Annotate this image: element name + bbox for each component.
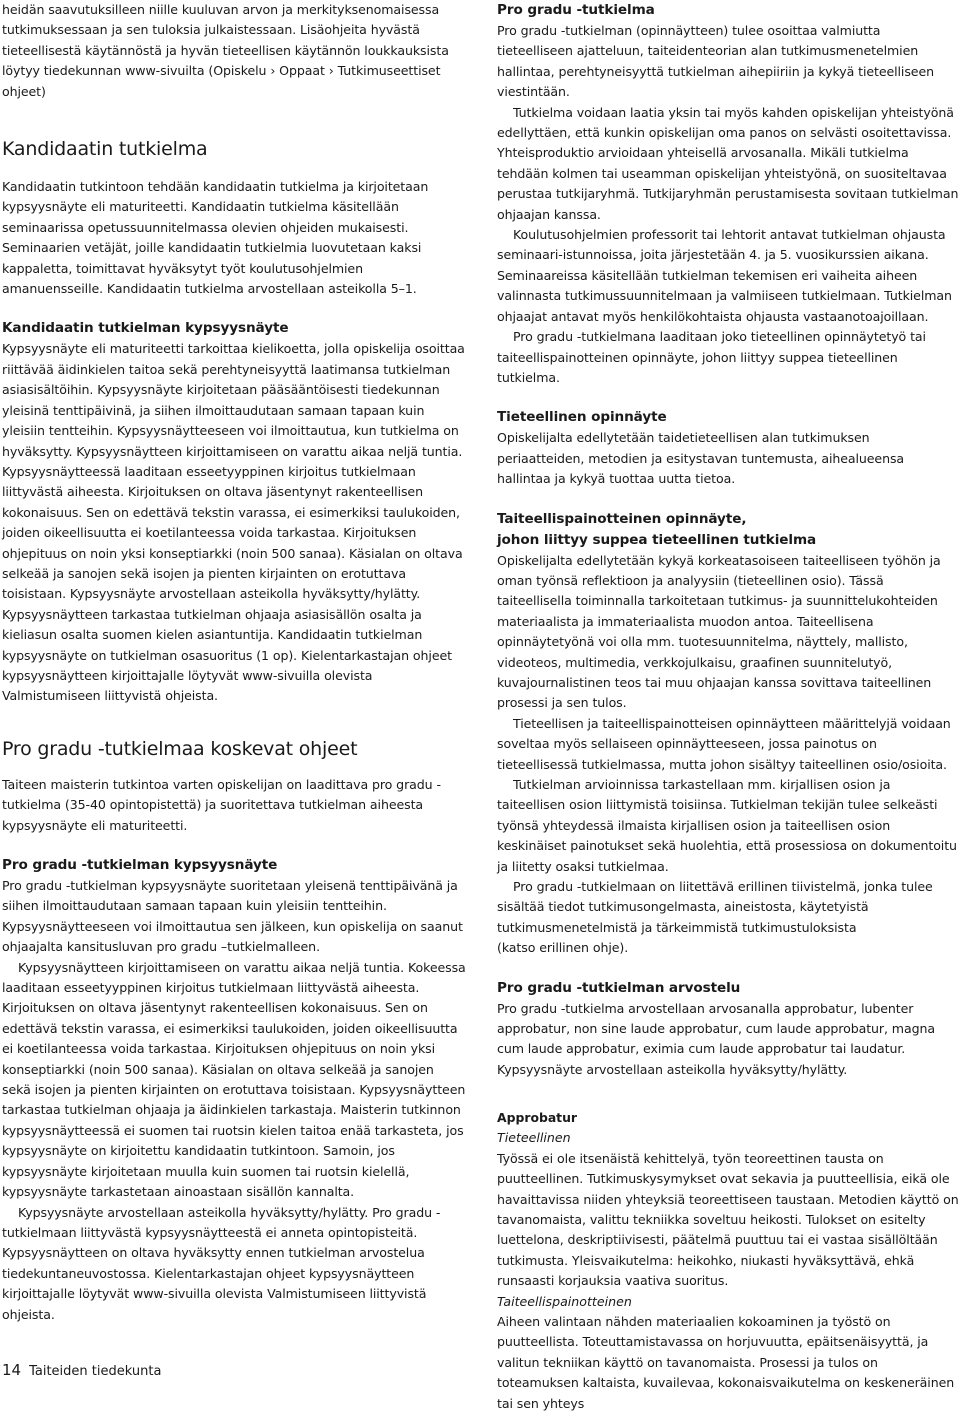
approbatur-heading: Approbatur bbox=[497, 1110, 578, 1126]
kypsyys-paragraph: Kypsyysnäyte eli maturiteetti tarkoittaa kielikoetta, jolla opiskelija osoittaa riittävää äidinkielen taitoa sekä perehtyneisyyttä laatimansa tutkielman asiasisältöihin. Kypsyysnäyte kirjoitetaan pääsääntöisesti tiedekunnan yleisinä tenttipäivinä, ja siihen ilmoittaudutaan samaan tapaan kuin yleisiin tentteihin. Kypsyysnäytteeseen voi ilmoittautua, kun tutkielma on hyväksytty. Kypsyysnäytteen kirjoittamiseen on varattu aikaa neljä tuntia. Kypsyysnäytteessä laaditaan esseetyyppinen kirjoitus tutkielmaan liittyvästä aiheesta. Kirjoituksen on oltava jäsentynyt rakenteellisen kokonaisuus. Sen on edettävä tekstin varassa, ei esimerkiksi taulukoiden, joiden oikeellisuutta ei koetilanteessa voida tarkastaa. Kirjoituksen ohjepituus on noin yksi konseptiarkki (noin 500 sanaa). Käsialan on oltava selkeää ja sanojen sekä isojen ja pienten kirjainten on erotuttava toisistaan. Kypsyysnäyte arvostellaan asteikolla hyväksytty/hylätty. Kypsyysnäytteen tarkastaa tutkielman ohjaaja asiasisällön osalta ja kieliasun osalta suomen kielen asiantuntija. Kandidaatin tutkielman kypsyysnäyte on tutkielman osasuoritus (1 op). Kielentarkastajan ohjeet kypsyysnäytteen kirjoittajalle löytyvät www-sivuilla olevista Valmistumiseen liittyvistä ohjeista. bbox=[2, 341, 465, 704]
pg-kypsyys-paragraph-2: Kypsyysnäytteen kirjoittamiseen on varattu aikaa neljä tuntia. Kokeessa laaditaan esseetyyppinen kirjoitus tutkielmaan liittyvästä aiheesta. Kirjoituksen on oltava jäsentynyt rakenteellisen kokonaisuus. Sen on edettävä tekstin varassa, ei esimerkiksi taulukoiden, joiden oikeellisuutta ei koetilanteessa voida tarkastaa. Kirjoituksen ohjepituus on noin yksi konseptiarkki (noin 500 sanaa). Käsialan on oltava selkeää ja sanojen sekä isojen ja pienten kirjainten on erotuttava toisistaan. Kypsyysnäytteen tarkastaa tutkielman ohjaaja ja äidinkielen tarkastaja. Maisterin tutkinnon kypsyysnäytteessä ei suomen tai ruotsin kielen taitoa enää tarkasteta, jos kypsyysnäyte on kirjoitettu kandidaatin tutkintoon. Samoin, jos kypsyysnäyte kirjoitetaan muulla kuin suomen tai ruotsin kielellä, kypsyysnäyte tarkastetaan ainoastaan sisällön kannalta. bbox=[2, 959, 466, 1200]
publication-name: Taiteiden tiedekunta bbox=[29, 1364, 162, 1379]
pg-paragraph-1: Pro gradu -tutkielman (opinnäytteen) tulee osoittaa valmiutta tieteelliseen ajatteluun, taiteidenteorian alan tutkimusmenetelmien hallintaa, perehtyneisyyttä tutkielman aihepiiriin ja kykyä tieteelliseen viestintään. bbox=[497, 23, 934, 100]
arvostelu-paragraph: Pro gradu -tutkielma arvostellaan arvosanalla approbatur, lubenter approbatur, non sine laude approbatur, cum laude approbatur, magna cum laude approbatur, eximia cum laude approbatur tai laudatur. Kypsyysnäyte arvostellaan asteikolla hyväksytty/hylätty. bbox=[497, 1000, 935, 1077]
taiteellis-paragraph-1: Opiskelijalta edellytetään kykyä korkeatasoiseen taiteelliseen työhön ja oman työnsä reflektioon ja analyysiin (tieteellinen osio). Tässä taiteellisella toiminnalla tarkoitetaan tutkimus- ja suunnittelukohteiden materiaalista ja immateriaalista muodon antoa. Taiteellisena opinnäytetyönä voi olla mm. tuotesuunnitelma, näyttely, mallisto, videoteos, multimedia, verkkojulkaisu, graafinen suunnitelutyö, kuvajournalistinen teos tai muu ohjaajan kanssa sovittava taiteellinen prosessi ja sen tulos. bbox=[497, 552, 941, 711]
arvostelu-heading: Pro gradu -tutkielman arvostelu bbox=[497, 979, 741, 996]
progradu-ohjeet-paragraph: Taiteen maisterin tutkintoa varten opiskelijan on laadittava pro gradu -tutkielma (35-40 opintopistettä) ja suoritettava tutkielman aiheesta kypsyysnäyte eli maturiteetti. bbox=[2, 776, 441, 833]
tieteellinen-heading: Tieteellinen opinnäyte bbox=[497, 409, 667, 426]
left-column bbox=[2, 0, 466, 1325]
tieteellinen-paragraph: Opiskelijalta edellytetään taidetieteellisen alan tutkimuksen periaatteiden, metodien ja esitystavan tuntemusta, aihealueensa hallintaa ja kykyä tuottaa uutta tietoa. bbox=[497, 430, 905, 487]
approbatur-taiteellis-paragraph: Aiheen valintaan nähden materiaalien kokoaminen ja työstö on puutteellista. Toteuttamistavassa on horjuvuutta, epäitsenäisyyttä, ja valitun tekniikan käyttö on tavanomaista. Prosessi ja tulos on toteamuksen kaltaista, kuvailevaa, kokonaisvaikutelma on keskeneräinen tai sen yhteys bbox=[497, 1313, 955, 1411]
pg-kypsyys-heading: Pro gradu -tutkielman kypsyysnäyte bbox=[2, 857, 278, 873]
pg-kypsyys-paragraph-1: Pro gradu -tutkielman kypsyysnäyte suoritetaan yleisenä tenttipäivänä ja siihen ilmoittaudutaan samaan tapaan kuin yleisiin tentteihin. Kypsyysnäytteeseen voi ilmoittautua sen jälkeen, kun opiskelija on saanut ohjaajalta kansitusluvan pro gradu –tutkielmalleen. bbox=[2, 878, 463, 955]
progradu-ohjeet-heading: Pro gradu -tutkielmaa koskevat ohjeet bbox=[2, 737, 358, 760]
pg-paragraph-4: Pro gradu -tutkielmana laaditaan joko tieteellinen opinnäytetyö tai taiteellispainotteinen opinnäyte, johon liittyy suppea tieteellinen tutkielma. bbox=[497, 329, 926, 385]
kypsyys-heading: Kandidaatin tutkielman kypsyysnäyte bbox=[2, 320, 289, 337]
intro-paragraph: heidän saavutuksilleen niille kuuluvan arvon ja merkityksenomaisessa tutkimuksessaan ja sen tuloksia julkaistessaan. Lisäohjeita hyvästä tieteellisestä käytännöstä ja hyvän tieteellisen käytännön loukkauksista löytyy tiedekunnan www-sivuilta (Opiskelu › Oppaat › Tutkimuseettiset ohjeet) bbox=[2, 2, 449, 99]
pg-heading: Pro gradu -tutkielma bbox=[497, 2, 655, 18]
kandidaatti-heading: Kandidaatin tutkielma bbox=[2, 138, 208, 161]
taiteellis-paragraph-4b: (katso erillinen ohje). bbox=[497, 940, 629, 956]
taiteellis-paragraph-4: Pro gradu -tutkielmaan on liitettävä erillinen tiivistelmä, jonka tulee sisältää tiedot tutkimusongelmasta, aineistosta, käytetyistä tutkimusmenetelmistä ja tärkeimmistä tutkimustuloksista bbox=[497, 879, 933, 935]
kandidaatti-paragraph: Kandidaatin tutkintoon tehdään kandidaatin tutkielma ja kirjoitetaan kypsyysnäyte eli maturiteetti. Kandidaatin tutkielma käsitellään seminaarissa opetussuunnitelmassa olevien ohjeiden mukaisesti. Seminaarien vetäjät, joille kandidaatin tutkielmia luovutetaan kaksi kappaletta, toimittavat hyväksytyt työt koulutusohjelmien amanuensseille. Kandidaatin tutkielma arvostellaan asteikolla 5–1. bbox=[2, 179, 429, 297]
approbatur-tieteellinen-label: Tieteellinen bbox=[497, 1130, 571, 1146]
right-column bbox=[497, 0, 959, 1414]
pg-paragraph-2: Tutkielma voidaan laatia yksin tai myös kahden opiskelijan yhteistyönä edellyttäen, että kunkin opiskelijan oma panos on selvästi osoitettavissa. Yhteisproduktio arvioidaan yhteisellä arvosanalla. Mikäli tutkielma tehdään kolmen tai useamman opiskelijan yhteistyönä, on suositeltavaa perustaa tutkijaryhmä. Tutkijaryhmän perustamisesta sovitaan tutkielman ohjaajan kanssa. bbox=[497, 104, 959, 222]
pg-kypsyys-paragraph-3: Kypsyysnäyte arvostellaan asteikolla hyväksytty/hylätty. Pro gradu -tutkielmaan liittyvästä kypsyysnäytteestä ei anneta opintopisteitä. Kypsyysnäytteen on oltava hyväksytty ennen tutkielman arvostelua tiedekuntaneuvostossa. Kielentarkastajan ohjeet kypsyysnäytteen kirjoittajalle löytyvät www-sivuilla olevista Valmistumiseen liittyvistä ohjeista. bbox=[2, 1204, 441, 1322]
taiteellis-heading-line-1: Taiteellispainotteinen opinnäyte, bbox=[497, 510, 747, 527]
pg-paragraph-3: Koulutusohjelmien professorit tai lehtorit antavat tutkielman ohjausta seminaari-istunnoissa, joita järjestetään 4. ja 5. vuosikurssien aikana. Seminaareissa käsitellään tutkielman tekemisen eri vaiheita aiheen valinnasta tutkimussuunnitelmaan ja valmiiseen tutkielmaan. Tutkielman ohjaajat antavat myös henkilökohtaista ohjausta vastaanotoajoillaan. bbox=[497, 227, 952, 324]
approbatur-taiteellis-label: Taiteellispainotteinen bbox=[497, 1293, 632, 1309]
taiteellis-paragraph-3: Tutkielman arvioinnissa tarkastellaan mm. kirjallisen osion ja taiteellisen osion liittymistä toisiinsa. Tutkielman tekijän tulee selkeästi työnsä yhteydessä ilmaista kirjallisen osion ja taiteellisen osion keskinäiset painotukset sekä huolehtia, että prosessiosa on dokumentoitu ja liitetty osaksi tutkielmaa. bbox=[497, 777, 957, 874]
approbatur-tieteellinen-paragraph: Työssä ei ole itsenäistä kehittelyä, työn teoreettinen tausta on puutteellinen. Tutkimuskysymykset ovat sekavia ja puutteellisia, eikä ole havaittavissa niiden yhteyksiä teoreettiseen taustaan. Metodien käyttö on tavanomaista, valittu tekniikka soveltuu heikosti. Tulokset on esitelty luettelona, deskriptiivisesti, päätelmä puuttuu tai ei vastaa sisällöltään tutkimusta. Yleisvaikutelma: heikohko, niukasti hyväksyttävä, ehkä runsaasti korjauksia vaativa suoritus. bbox=[497, 1150, 959, 1289]
page-footer bbox=[2, 1361, 161, 1381]
taiteellis-paragraph-2: Tieteellisen ja taiteellispainotteisen opinnäytteen määrittelyjä voidaan soveltaa myös sellaiseen opinnäytteeseen, jossa painotus on tieteellisessä tutkielmassa, mutta johon sisältyy taiteellinen osio/osioita. bbox=[497, 715, 951, 772]
page-number: 14 bbox=[2, 1361, 22, 1379]
taiteellis-heading-line-2: johon liittyy suppea tieteellinen tutkielma bbox=[497, 531, 817, 548]
